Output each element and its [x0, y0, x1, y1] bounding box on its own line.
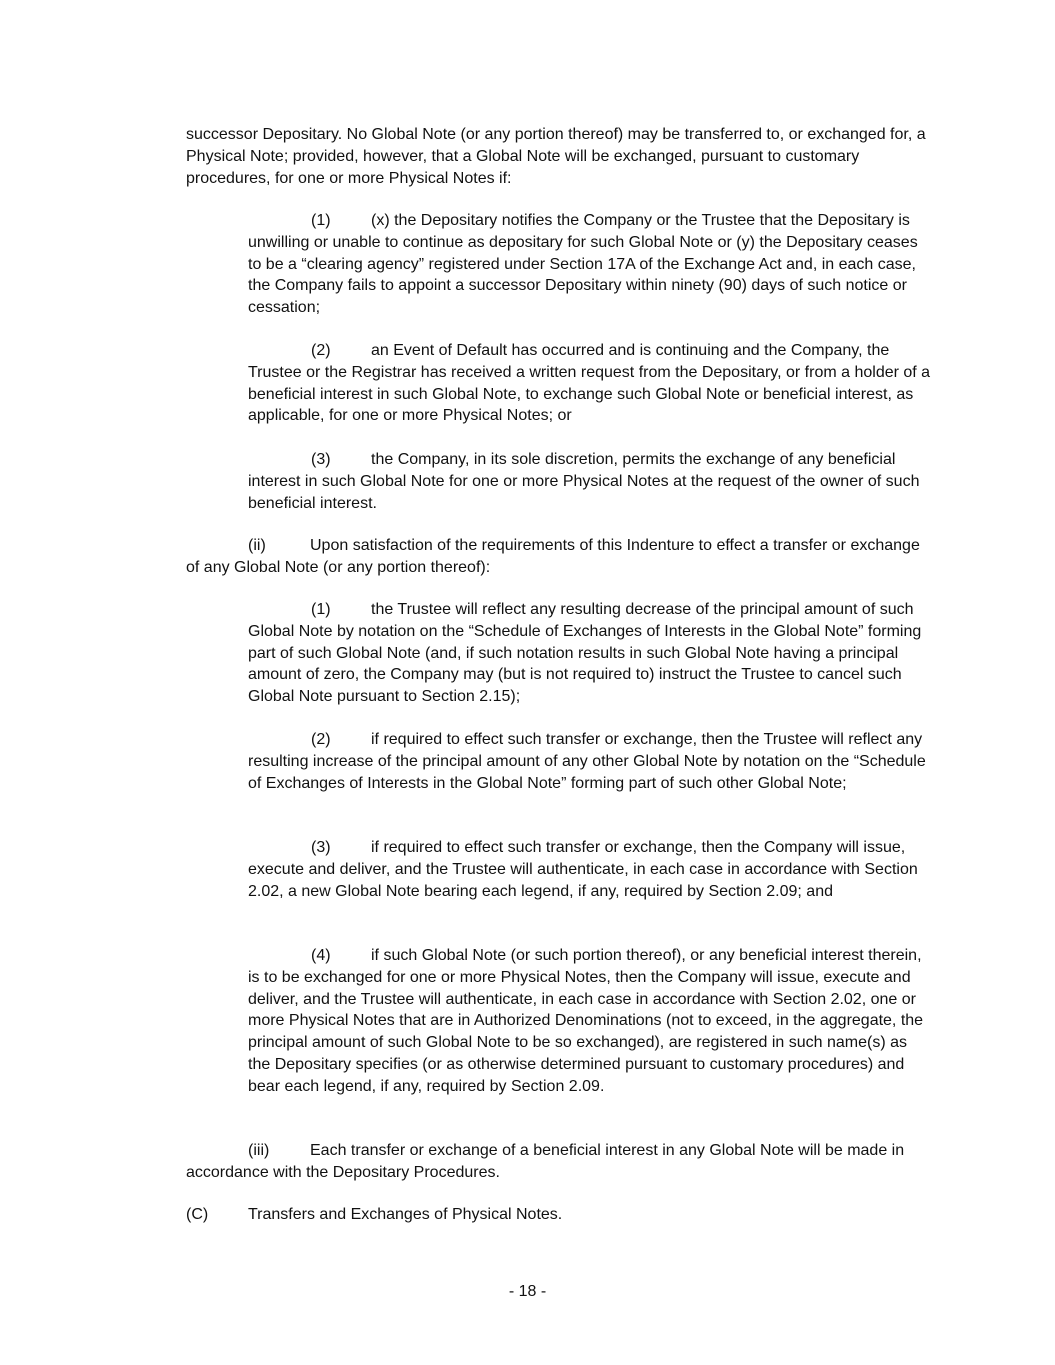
intro-paragraph: [186, 124, 931, 189]
clause-number: (iii): [248, 1142, 270, 1159]
clause-ii: [186, 535, 931, 579]
clause-text: an Event of Default has occurred and is continuing and the Company, the Trustee or the Registrar has received a written request from the Depositary, or from a holder of a beneficial interest in such Global Note, to exchange such Global Note or beneficial interest, as applicable, for one or more Physical Notes; or: [248, 342, 931, 425]
clause-text: if required to effect such transfer or exchange, then the Trustee will reflect any resulting increase of the principal amount of any other Global Note by notation on the “Schedule of Exchanges of Interests in the Global Note” forming part of such other Global Note;: [248, 731, 926, 792]
clause-text: if required to effect such transfer or exchange, then the Company will issue, execute and deliver, and the Trustee will authenticate, in each case in accordance with Section 2.02, a new Global Note bearing each legend, if any, required by Section 2.09; and: [248, 839, 918, 900]
clause-ii-1: [248, 599, 932, 708]
clause-number: (2): [311, 731, 331, 748]
clause-number: (1): [311, 601, 331, 618]
clause-number: (3): [311, 839, 331, 856]
page-number: - 18 -: [508, 1283, 547, 1300]
clause-i-3: [248, 449, 932, 514]
clause-ii-2: [248, 729, 932, 794]
section-number: (C): [186, 1206, 209, 1223]
clause-number: (1): [311, 212, 331, 229]
clause-number: (4): [311, 947, 331, 964]
clause-number: (2): [311, 342, 331, 359]
clause-iii: [186, 1140, 931, 1184]
clause-number: (ii): [248, 537, 266, 554]
clause-text: the Trustee will reflect any resulting decrease of the principal amount of such Global Note by notation on the “Schedule of Exchanges of Interests in the Global Note” forming part of such Global Note (and, if such notation results in such Global Note having a principal amount of zero, the Company may (but is not required to) instruct the Trustee to cancel such Global Note pursuant to Section 2.15);: [248, 601, 922, 706]
clause-text: the Company, in its sole discretion, permits the exchange of any beneficial interest in such Global Note for one or more Physical Notes at the request of the owner of such beneficial interest.: [248, 451, 920, 512]
clause-text: Upon satisfaction of the requirements of this Indenture to effect a transfer or exchange of any Global Note (or any portion thereof):: [186, 537, 920, 576]
clause-ii-3: [248, 837, 932, 902]
section-title: Transfers and Exchanges of Physical Notes.: [248, 1206, 563, 1223]
clause-text: if such Global Note (or such portion thereof), or any beneficial interest therein, is to be exchanged for one or more Physical Notes, then the Company will issue, execute and deliver, and the Trustee will authenticate, in each case in accordance with Section 2.02, one or more Physical Notes that are in Authorized Denominations (not to exceed, in the aggregate, the principal amount of such Global Note to be so exchanged), are registered in such name(s) as the Depositary specifies (or as otherwise determined pursuant to customary procedures) and bear each legend, if any, required by Section 2.09.: [248, 947, 924, 1095]
intro-text: successor Depositary. No Global Note (or any portion thereof) may be transferred to, or exchanged for, a Physical Note; provided, however, that a Global Note will be exchanged, pursuant to customary procedures, for one or more Physical Notes if:: [186, 126, 926, 187]
clause-i-1: [248, 210, 932, 319]
clause-text: (x) the Depositary notifies the Company or the Trustee that the Depositary is unwilling or unable to continue as depositary for such Global Note or (y) the Depositary ceases to be a “clearing agency” registered under Section 17A of the Exchange Act and, in each case, the Company fails to appoint a successor Depositary within ninety (90) days of such notice or cessation;: [248, 212, 918, 317]
clause-i-2: [248, 340, 932, 427]
clause-text: Each transfer or exchange of a beneficial interest in any Global Note will be made in accordance with the Depositary Procedures.: [186, 1142, 905, 1181]
clause-ii-4: [248, 945, 932, 1098]
section-c-heading: [186, 1204, 931, 1226]
clause-number: (3): [311, 451, 331, 468]
